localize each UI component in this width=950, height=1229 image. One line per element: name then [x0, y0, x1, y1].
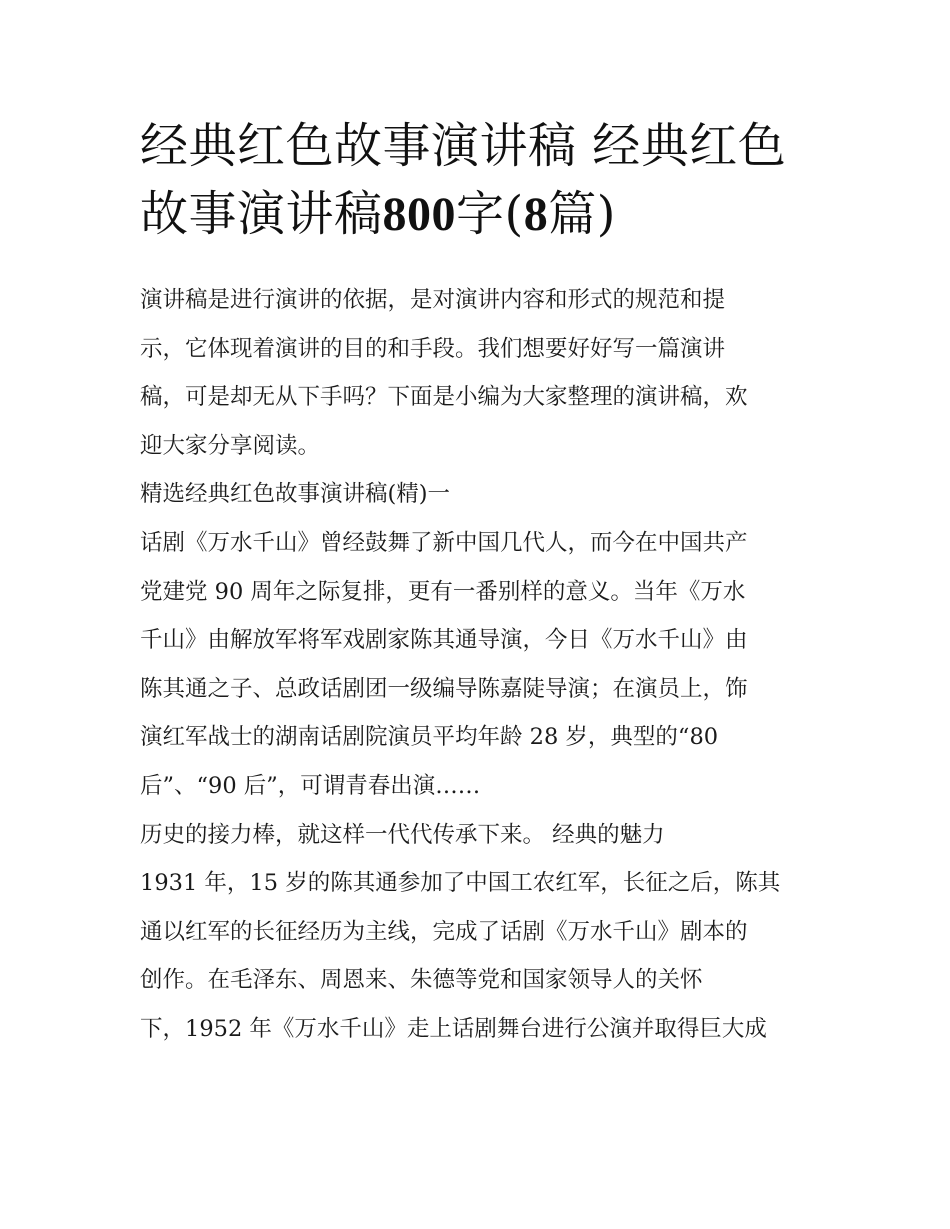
title-part-3: 字(	[456, 186, 524, 242]
title-part-4: 篇)	[548, 186, 616, 242]
body-line: 迎大家分享阅读。	[140, 432, 321, 459]
title-number-800: 800	[382, 188, 457, 241]
body-line: 稿，可是却无从下手吗？下面是小编为大家整理的演讲稿，欢	[140, 384, 748, 411]
title-part-2: 故事演讲稿	[140, 186, 383, 242]
body-line: 创作。在毛泽东、周恩来、朱德等党和国家领导人的关怀	[140, 967, 703, 994]
document-title	[140, 112, 820, 249]
body-line: 演红军战士的湖南话剧院演员平均年龄 28 岁，典型的“80	[140, 724, 719, 751]
body-line: 话剧《万水千山》曾经鼓舞了新中国几代人，而今在中国共产	[140, 529, 748, 556]
body-line: 历史的接力棒，就这样一代代传承下来。 经典的魅力	[140, 821, 665, 848]
body-line: 下，1952 年《万水千山》走上话剧舞台进行公演并取得巨大成	[140, 1015, 767, 1042]
document-body	[140, 276, 815, 1054]
body-line: 千山》由解放军将军戏剧家陈其通导演，今日《万水千山》由	[140, 627, 748, 654]
body-line: 示，它体现着演讲的目的和手段。我们想要好好写一篇演讲	[140, 335, 726, 362]
section-heading: 精选经典红色故事演讲稿(精)一	[140, 481, 451, 508]
body-line: 党建党 90 周年之际复排，更有一番别样的意义。当年《万水	[140, 578, 746, 605]
body-line: 1931 年，15 岁的陈其通参加了中国工农红军，长征之后，陈其	[140, 870, 781, 897]
body-line: 通以红军的长征经历为主线，完成了话剧《万水千山》剧本的	[140, 918, 748, 945]
body-line: 演讲稿是进行演讲的依据，是对演讲内容和形式的规范和提	[140, 287, 726, 313]
title-number-8: 8	[523, 188, 549, 241]
title-part-1: 经典红色故事演讲稿 经典红色	[140, 118, 787, 174]
body-line: 陈其通之子、总政话剧团一级编导陈嘉陡导演；在演员上，饰	[140, 675, 748, 702]
body-line: 后”、“90 后”，可谓青春出演……	[140, 772, 481, 799]
